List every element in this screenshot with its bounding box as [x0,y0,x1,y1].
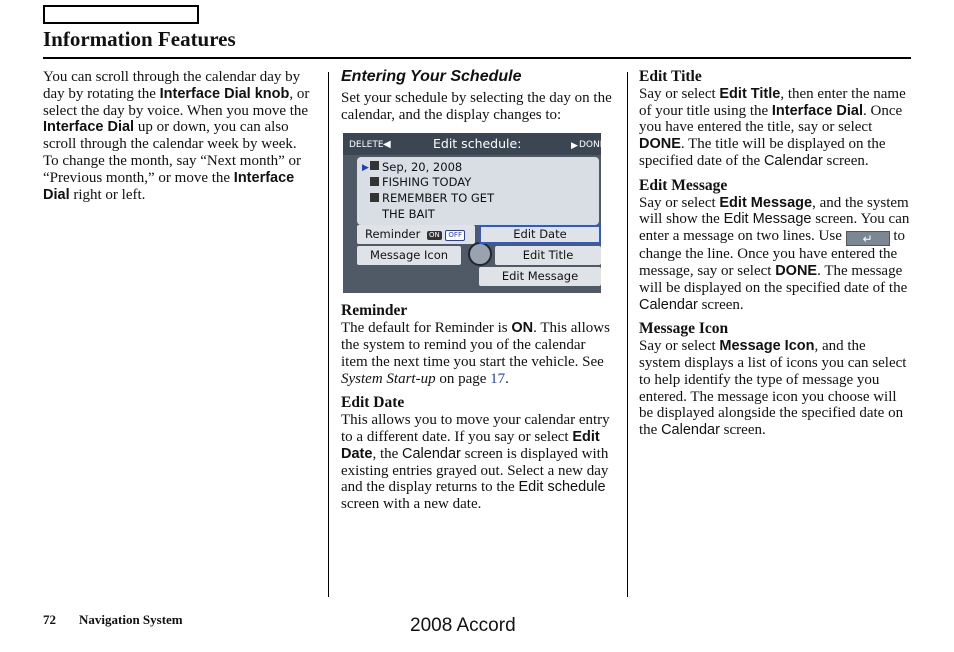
edit-title-section [639,69,911,170]
fish-icon [370,177,379,186]
edit-title-heading: Edit Title [639,68,702,85]
reminder-section [341,303,615,387]
edit-message-bold: DONE [775,262,818,279]
edit-date-text: screen is displayed with existing entries grayed out. Select a new day and the display returns to the [341,445,609,496]
message-icon-text: screen. [719,422,766,439]
c1-text: up or down, you can also scroll through the calendar week by week. To change the month, say “Next month” or “Previous month,” or move the [43,119,302,186]
edit-date-screen-name: Edit schedule [518,479,606,496]
intro-text: Set your schedule by selecting the day on the calendar, and the display changes to: [341,89,612,123]
edit-title-bold: Interface Dial [771,102,863,119]
edit-date-screen-name: Calendar [402,445,461,462]
message-icon-section [639,321,911,439]
delete-label: DELETE [349,140,384,151]
edit-title-button[interactable]: Edit Title [495,246,601,265]
c1-text: , or select the day by voice. When you move the [43,85,310,119]
edit-schedule-screenshot [343,133,606,293]
edit-message-text: to change the line. Once you have entered the message, say or select [639,228,906,279]
edit-title-text: Say or select [639,85,720,102]
edit-title-text: . The title will be displayed on the specified date of the [639,136,886,169]
c1-bold-knob: Interface Dial knob [159,85,290,102]
column-2 [341,69,615,521]
section-heading-entering: Entering Your Schedule [341,68,522,85]
enter-key-icon: ↵ [846,231,890,246]
edit-message-bold: Edit Message [719,194,813,211]
reminder-text: The default for Reminder is [341,320,512,337]
calendar-icon [370,161,379,170]
reminder-heading: Reminder [341,302,408,320]
c1-bold-dial: Interface Dial [43,169,295,203]
edit-title-text: , then enter the name of your title using the [639,85,906,119]
column-divider [627,72,628,597]
on-toggle[interactable]: ON [429,231,440,240]
reminder-text: . [505,370,509,387]
c1-text: You can scroll through the calendar day by day by rotating the [43,69,301,102]
entry-line-1: FISHING TODAY [382,175,472,190]
reminder-on: ON [511,320,534,337]
edit-message-section [639,178,911,314]
title-rule [43,57,911,59]
header-tab-box [43,5,199,24]
column-3 [639,69,911,447]
schedule-entry-panel [357,157,599,225]
footer-model: 2008 Accord [410,615,516,636]
edit-date-text: , the [372,445,403,462]
message-icon-text: Say or select [639,338,720,355]
c1-bold-dial: Interface Dial [43,119,135,136]
edit-message-screen-name: Edit Message [723,211,812,228]
edit-message-text: , and the system will show the [639,194,909,228]
edit-title-bold: DONE [639,136,681,153]
note-icon [370,193,379,202]
message-icon-text: , and the system displays a list of icons you can select to help identify the type of message you entered. The message icon you choose will be displayed alongside the specified date on the [639,338,907,439]
c1-text: right or left. [69,186,146,203]
left-arrow-icon: ◀ [383,139,391,151]
edit-date-bold: Edit Date [341,428,600,462]
screen-title: Edit schedule: [433,136,522,152]
page-link[interactable]: 17 [490,370,506,387]
edit-date-section [341,395,615,513]
edit-message-text: screen. [697,296,744,313]
off-toggle[interactable]: OFF [445,230,465,241]
edit-message-button[interactable]: Edit Message [479,267,601,286]
entry-date: Sep, 20, 2008 [382,160,463,175]
page-number: 72 [43,612,56,627]
footer-label: Navigation System [79,612,183,627]
interface-dial-icon [468,242,492,266]
screen-buttons [357,225,601,287]
edit-title-text: . Once you have entered the title, say or select [639,102,903,136]
column-1 [43,69,315,203]
edit-title-text: screen. [822,152,869,169]
reminder-button[interactable] [357,225,475,244]
reminder-text: . This allows the system to remind you of the calendar item the next time you start the vehicle. See [341,320,610,370]
reminder-text: on page [435,370,491,387]
edit-message-text: screen. You can enter a message on two lines. Use [639,211,910,245]
edit-title-screen-name: Calendar [763,152,823,169]
message-icon-bold: Message Icon [719,338,815,355]
edit-title-bold: Edit Title [719,85,781,102]
column-divider [328,72,329,597]
reminder-ref: System Start-up [341,370,436,387]
edit-date-button[interactable]: Edit Date [479,225,601,244]
message-icon-heading: Message Icon [639,320,729,338]
edit-date-text: screen with a new date. [341,496,482,513]
done-label: DONE [579,140,606,151]
edit-date-text: This allows you to move your calendar entry to a different date. If you say or select [341,412,610,445]
message-icon-button[interactable]: Message Icon [357,246,461,265]
entry-line-3: THE BAIT [382,207,435,222]
page-title: Information Features [43,27,236,51]
edit-message-screen-name: Calendar [639,296,698,313]
reminder-label: Reminder [365,227,421,242]
entry-line-2: REMEMBER TO GET [382,191,495,206]
edit-message-text: Say or select [639,194,720,211]
edit-message-text: . The message will be displayed on the specified date of the [639,262,908,296]
edit-message-heading: Edit Message [639,176,728,194]
right-arrow-icon: ▶ [571,141,578,152]
cursor-arrow-icon: ▶ [362,163,369,174]
message-icon-screen-name: Calendar [661,422,720,439]
edit-date-heading: Edit Date [341,394,405,412]
